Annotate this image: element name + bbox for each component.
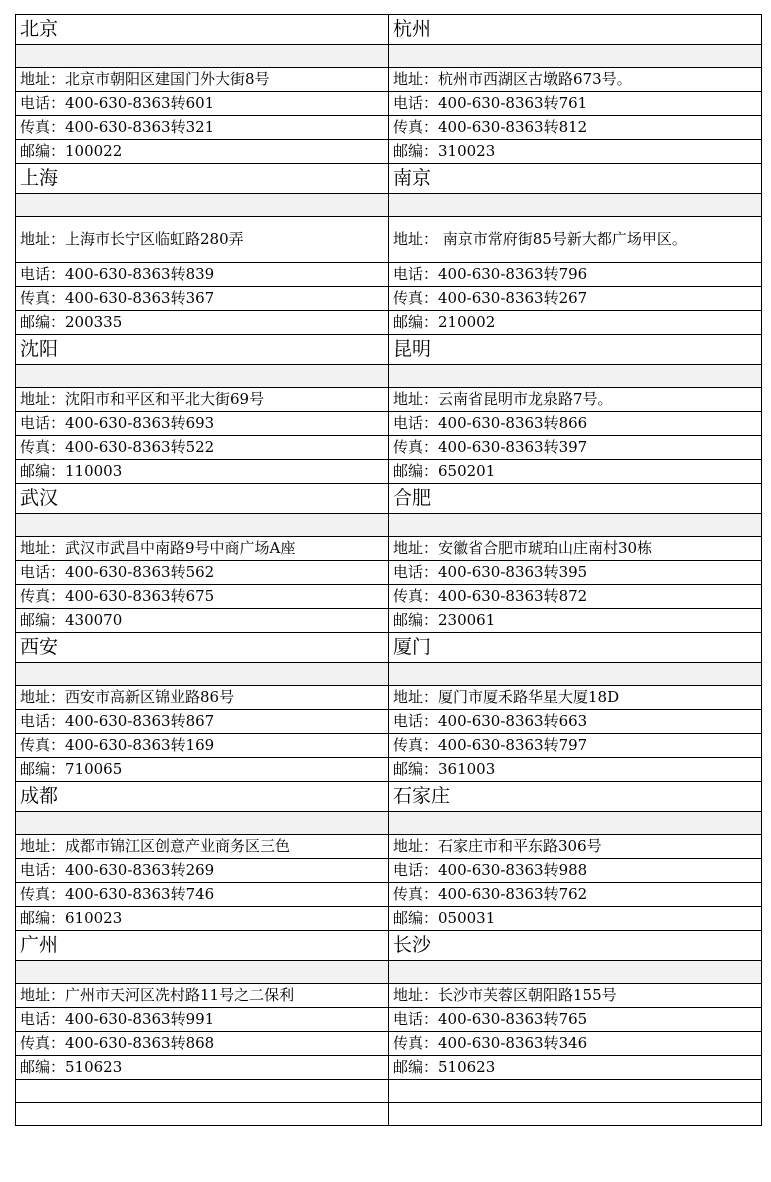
spacer-row [16, 365, 762, 388]
fax-cell: 传真：400-630-8363转267 [389, 287, 762, 311]
spacer-row [16, 194, 762, 217]
postcode-cell: 邮编：100022 [16, 140, 389, 164]
spacer-row [16, 961, 762, 984]
fax-cell: 传真：400-630-8363转522 [16, 436, 389, 460]
phone-cell: 电话：400-630-8363转693 [16, 412, 389, 436]
address-cell: 地址：石家庄市和平东路306号 [389, 835, 762, 859]
address-cell: 地址： 南京市常府街85号新大都广场甲区。 [389, 217, 762, 263]
city-name-cell: 昆明 [389, 335, 762, 365]
empty-cell [389, 365, 762, 388]
address-cell: 地址：长沙市芙蓉区朝阳路155号 [389, 984, 762, 1008]
phone-cell: 电话：400-630-8363转395 [389, 561, 762, 585]
city-name-cell: 武汉 [16, 484, 389, 514]
empty-cell [389, 663, 762, 686]
postcode-cell: 邮编：610023 [16, 907, 389, 931]
city-row [16, 164, 762, 194]
phone-cell: 电话：400-630-8363转663 [389, 710, 762, 734]
spacer-row [16, 45, 762, 68]
postcode-cell: 邮编：510623 [16, 1056, 389, 1080]
phone-cell: 电话：400-630-8363转269 [16, 859, 389, 883]
empty-cell [389, 45, 762, 68]
phone-cell: 电话：400-630-8363转562 [16, 561, 389, 585]
postcode-cell: 邮编：050031 [389, 907, 762, 931]
office-directory-table [15, 14, 762, 1126]
address-cell: 地址：云南省昆明市龙泉路7号。 [389, 388, 762, 412]
city-row [16, 931, 762, 961]
city-row [16, 633, 762, 663]
address-cell: 地址：沈阳市和平区和平北大街69号 [16, 388, 389, 412]
fax-cell: 传真：400-630-8363转367 [16, 287, 389, 311]
address-cell: 地址：西安市高新区锦业路86号 [16, 686, 389, 710]
empty-cell [389, 514, 762, 537]
fax-cell: 传真：400-630-8363转812 [389, 116, 762, 140]
fax-cell: 传真：400-630-8363转762 [389, 883, 762, 907]
address-cell: 地址：上海市长宁区临虹路280弄 [16, 217, 389, 263]
empty-cell [16, 45, 389, 68]
address-cell: 地址：成都市锦江区创意产业商务区三色 [16, 835, 389, 859]
address-cell: 地址：杭州市西湖区古墩路673号。 [389, 68, 762, 92]
empty-cell [16, 1103, 389, 1126]
phone-cell: 电话：400-630-8363转761 [389, 92, 762, 116]
fax-cell: 传真：400-630-8363转746 [16, 883, 389, 907]
postcode-cell: 邮编：510623 [389, 1056, 762, 1080]
fax-cell: 传真：400-630-8363转675 [16, 585, 389, 609]
phone-cell: 电话：400-630-8363转839 [16, 263, 389, 287]
city-row [16, 15, 762, 45]
empty-cell [16, 1080, 389, 1103]
city-name-cell: 广州 [16, 931, 389, 961]
spacer-row [16, 514, 762, 537]
empty-cell [389, 1103, 762, 1126]
phone-cell: 电话：400-630-8363转601 [16, 92, 389, 116]
empty-row [16, 1080, 762, 1103]
empty-row [16, 1103, 762, 1126]
fax-cell: 传真：400-630-8363转346 [389, 1032, 762, 1056]
fax-cell: 传真：400-630-8363转321 [16, 116, 389, 140]
empty-cell [389, 1080, 762, 1103]
postcode-cell: 邮编：310023 [389, 140, 762, 164]
empty-cell [16, 514, 389, 537]
empty-cell [389, 961, 762, 984]
empty-cell [16, 663, 389, 686]
city-row [16, 782, 762, 812]
postcode-cell: 邮编：210002 [389, 311, 762, 335]
fax-cell: 传真：400-630-8363转397 [389, 436, 762, 460]
city-name-cell: 石家庄 [389, 782, 762, 812]
postcode-cell: 邮编：650201 [389, 460, 762, 484]
spacer-row [16, 812, 762, 835]
city-row [16, 484, 762, 514]
phone-cell: 电话：400-630-8363转765 [389, 1008, 762, 1032]
city-name-cell: 西安 [16, 633, 389, 663]
phone-cell: 电话：400-630-8363转991 [16, 1008, 389, 1032]
city-name-cell: 北京 [16, 15, 389, 45]
city-name-cell: 合肥 [389, 484, 762, 514]
empty-cell [16, 194, 389, 217]
phone-cell: 电话：400-630-8363转796 [389, 263, 762, 287]
empty-cell [389, 812, 762, 835]
postcode-cell: 邮编：710065 [16, 758, 389, 782]
fax-cell: 传真：400-630-8363转169 [16, 734, 389, 758]
address-cell: 地址：北京市朝阳区建国门外大街8号 [16, 68, 389, 92]
phone-cell: 电话：400-630-8363转867 [16, 710, 389, 734]
city-name-cell: 杭州 [389, 15, 762, 45]
address-cell: 地址：武汉市武昌中南路9号中商广场A座 [16, 537, 389, 561]
city-name-cell: 厦门 [389, 633, 762, 663]
city-name-cell: 长沙 [389, 931, 762, 961]
city-row [16, 335, 762, 365]
city-name-cell: 南京 [389, 164, 762, 194]
postcode-cell: 邮编：230061 [389, 609, 762, 633]
fax-cell: 传真：400-630-8363转797 [389, 734, 762, 758]
postcode-cell: 邮编：110003 [16, 460, 389, 484]
address-cell: 地址：安徽省合肥市琥珀山庄南村30栋 [389, 537, 762, 561]
address-cell: 地址：厦门市厦禾路华星大厦18D [389, 686, 762, 710]
empty-cell [16, 812, 389, 835]
postcode-cell: 邮编：200335 [16, 311, 389, 335]
postcode-cell: 邮编：430070 [16, 609, 389, 633]
postcode-cell: 邮编：361003 [389, 758, 762, 782]
empty-cell [389, 194, 762, 217]
phone-cell: 电话：400-630-8363转988 [389, 859, 762, 883]
address-cell: 地址：广州市天河区冼村路11号之二保利 [16, 984, 389, 1008]
empty-cell [16, 961, 389, 984]
city-name-cell: 成都 [16, 782, 389, 812]
fax-cell: 传真：400-630-8363转868 [16, 1032, 389, 1056]
fax-cell: 传真：400-630-8363转872 [389, 585, 762, 609]
phone-cell: 电话：400-630-8363转866 [389, 412, 762, 436]
city-name-cell: 沈阳 [16, 335, 389, 365]
empty-cell [16, 365, 389, 388]
spacer-row [16, 663, 762, 686]
city-name-cell: 上海 [16, 164, 389, 194]
